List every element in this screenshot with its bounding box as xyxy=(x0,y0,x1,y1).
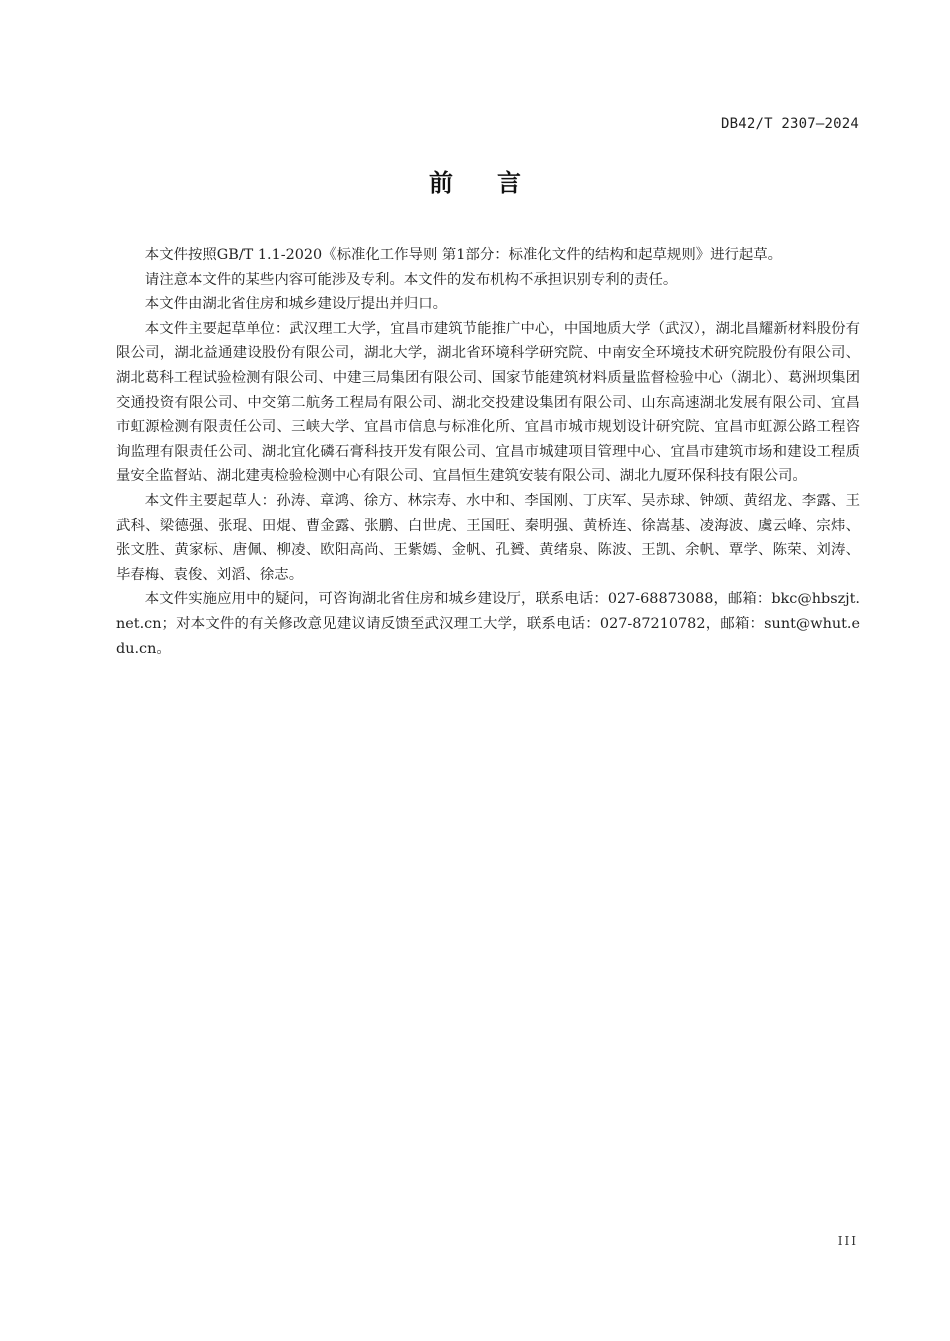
paragraph-drafting-rules: 本文件按照GB/T 1.1-2020《标准化工作导则 第1部分：标准化文件的结构和起草规则》进行起草。 xyxy=(144,247,783,263)
page-number: III xyxy=(837,1234,858,1248)
page-title: 前言 xyxy=(429,169,565,197)
paragraph-drafting-units: 本文件主要起草单位：武汉理工大学，宜昌市建筑节能推广中心，中国地质大学（武汉），湖北昌耀新材料股份有限公司，湖北益通建设股份有限公司，湖北大学，湖北省环境科学研究院、中南安全环境技术研究院股份有限公司、湖北葛科工程试验检测有限公司、中建三局集团有限公司、国家节能建筑材料质量监督检验中心（湖北）、葛洲坝集团交通投资有限公司、中交第二航务工程局有限公司、湖北交投建设集团有限公司、山东高速湖北发展有限公司、宜昌市虹源检测有限责任公司、三峡大学、宜昌市信息与标准化所、宜昌市城市规划设计研究院、宜昌市虹源公路工程咨询监理有限责任公司、湖北宜化磷石膏科技开发有限公司、宜昌市城建项目管理中心、宜昌市建筑市场和建设工程质量安全监督站、湖北建夷检验检测中心有限公司、宜昌恒生建筑安装有限公司、湖北九厦环保科技有限公司。 xyxy=(116,320,860,485)
paragraph-proposer: 本文件由湖北省住房和城乡建设厅提出并归口。 xyxy=(144,296,448,313)
paragraph-patent-notice: 请注意本文件的某些内容可能涉及专利。本文件的发布机构不承担识别专利的责任。 xyxy=(144,271,678,288)
foreword-body xyxy=(116,243,860,661)
paragraph-contact: 本文件实施应用中的疑问，可咨询湖北省住房和城乡建设厅，联系电话：027-68873088，邮箱：bkc@hbszjt.net.cn；对本文件的有关修改意见建议请反馈至武汉理工大学，联系电话：027-87210782，邮箱：sunt@whut.edu.cn。 xyxy=(116,591,860,657)
paragraph-drafters: 本文件主要起草人：孙涛、章鸿、徐方、林宗寿、水中和、李国刚、丁庆军、吴赤球、钟颂、黄绍龙、李露、王武科、梁德强、张琨、田焜、曹金露、张鹏、白世虎、王国旺、秦明强、黄桥连、徐嵩基、凌海波、虞云峰、宗炜、张文胜、黄家标、唐佩、柳凌、欧阳高尚、王紫嫣、金帆、孔贇、黄绪泉、陈波、王凯、余帆、覃学、陈荣、刘涛、毕春梅、袁俊、刘滔、徐志。 xyxy=(116,492,860,583)
document-code: DB42/T 2307—2024 xyxy=(720,116,859,132)
